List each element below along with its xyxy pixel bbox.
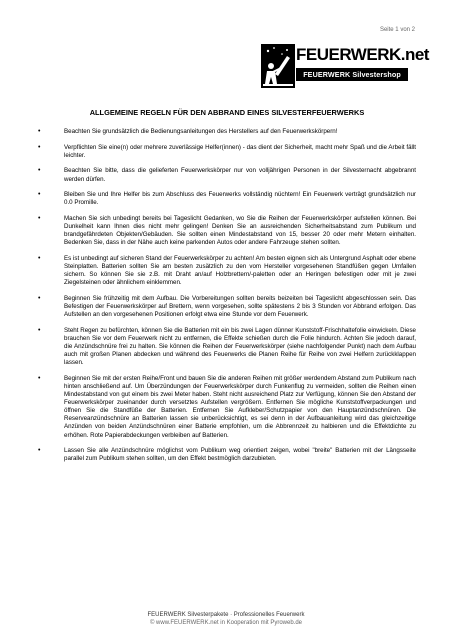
list-item (38, 144, 416, 160)
page-number: Seite 1 von 2 (379, 27, 415, 33)
rule-text: Beachten Sie grundsätzlich die Bedienungsanleitungen des Herstellers auf den Feuerwerkskörpern! (64, 128, 338, 135)
bullet-icon: • (38, 326, 41, 334)
brand-tagline: FEUERWERK Silvestershop (296, 68, 408, 81)
list-item (38, 447, 416, 463)
rule-text: Beachten Sie bitte, dass die gelieferten Feuerwerkskörper nur von volljährigen Personen in der Silvesternacht abgebrannt werden dürfen. (64, 167, 416, 183)
bullet-icon: • (38, 255, 41, 262)
brand-logo (261, 44, 429, 89)
rule-text: Beginnen Sie frühzeitig mit dem Aufbau. Die Vorbereitungen sollten bereits beizeiten bei Tageslicht abgeschlossen sein. Das Befestigen der Feuerwerkskörper auf Brettern, wenn vorgesehen, sollte spätestens 2 bis 3 Stunden vor Abbrand erfolgen. Das Aufstellen an den vorgesehenen Positionen erfolgt etwa eine Stunde vor dem Feuerwerk. (64, 294, 416, 319)
bullet-icon: • (38, 128, 41, 135)
rule-text: Steht Regen zu befürchten, können Sie die Batterien mit ein bis zwei Lagen dünner Kunststoff-Frischhaltefolie einwickeln. Diese brauchen Sie vor dem Feuerwerk nicht zu entfernen, die Effekte schießen durch die Folie hindurch. Achten Sie jedoch darauf, die Anzündschnüre frei zu halten. Sie können die Reihen der Feuerwerkskörper (siehe nachfolgender Punkt) nach dem Aufbau auch mit großen Planen abdecken und während des Feuerwerks die Planen Reihe für Reihe von zwei Helfern zurückklappen lassen. (64, 326, 416, 367)
footer-line: FEUERWERK Silvesterpakete · Professionelles Feuerwerk (147, 612, 305, 618)
rule-text: Machen Sie sich unbedingt bereits bei Tageslicht Gedanken, wo Sie die Reihen der Feuerwerkskörper aufstellen können. Bei Dunkelheit kann Ihnen dies nicht mehr gelingen! Denken Sie an ausreichenden Sicherheitsabstand zum Publikum und brandgefährdeten Objekten/Gebäuden. Sie sollten einen Mindestabstand von 15, besser 20 oder mehr Metern einhalten. Bedenken Sie, dass in der Nähe auch keine parkenden Autos oder andere Fahrzeuge stehen sollten. (64, 215, 416, 247)
rule-text: Verpflichten Sie eine(n) oder mehrere zuverlässige Helfer(innen) - das dient der Sicherheit, macht mehr Spaß und die Arbeit fällt leichter. (64, 143, 416, 159)
bullet-icon: • (38, 215, 41, 223)
bullet-icon: • (38, 374, 41, 382)
brand-name: FEUERWERK.net (296, 45, 429, 64)
document-title: ALLGEMEINE REGELN FÜR DEN ABBRAND EINES SILVESTERFEUERWERKS (89, 108, 365, 117)
footer-copyright: © www.FEUERWERK.net in Kooperation mit Pyroweb.de (149, 620, 303, 626)
list-item (38, 215, 416, 247)
rule-text: Es ist unbedingt auf sicheren Stand der Feuerwerkskörper zu achten! Am besten eignen sich als Untergrund Asphalt oder ebene Steinplatten. Batterien sollten Sie am besten zusätzlich zu den vom Hersteller vorgesehenen Standfüßen gegen Umfallen sichern. So können Sie sie z.B. mit Draht an/auf Holzbrettern/-paletten oder an Heringen befestigen oder mit je zwei Ziegelsteinen oder ähnlichem einklemmen. (64, 255, 416, 287)
list-item (38, 167, 416, 183)
page-footer (0, 611, 452, 627)
rule-text: Lassen Sie alle Anzündschnüre möglichst vom Publikum weg orientiert zeigen, wobei "breite" Batterien mit der Längsseite parallel zum Publikum stehen sollten, um den Effekt bestmöglich darzubieten. (64, 447, 416, 463)
bullet-icon: • (38, 294, 41, 302)
list-item (38, 375, 416, 440)
list-item (38, 128, 416, 136)
rule-text: Beginnen Sie mit der ersten Reihe/Front und bauen Sie die anderen Reihen mit größer werdendem Abstand zum Publikum nach hinten anschließend auf. Um Überzündungen der Feuerwerkskörper durch Funkenflug zu vermeiden, sollten die Reihen einen Mindestabstand von gut einem bis zwei Meter haben. Steht nicht ausreichend Platz zur Verfügung, können Sie den Abstand der Feuerwerkskörper zueinander durch versetztes Aufstellen vergrößern. Entfernen Sie mögliche Kunststoffverpackungen und öffnen Sie die Standfüße der Batterien. Entfernen Sie Aufkleber/Schutzpapier von den Hauptanzündschnüren. Die Reserveanzündschnüre an Batterien lassen sie unberücksichtigt, es sei denn in der Aufbauanleitung wird das gleichzeitige Anzünden von beiden Anzündschnüren einer Batterie empfohlen, um die Abbrennzeit zu halbieren und die Effektdichte zu erhöhen. Rote Papierabdeckungen verbleiben auf Batterien. (64, 374, 416, 439)
bullet-icon: • (38, 167, 41, 175)
list-item (38, 191, 416, 207)
bullet-icon: • (38, 447, 41, 455)
rules-list (38, 128, 416, 471)
list-item (38, 255, 416, 287)
bullet-icon: • (38, 143, 41, 151)
list-item (38, 295, 416, 319)
list-item (38, 327, 416, 367)
bullet-icon: • (38, 191, 41, 199)
rule-text: Bleiben Sie und Ihre Helfer bis zum Abschluss des Feuerwerks vollständig nüchtern! Ein Feuerwerk verträgt grundsätzlich nur 0.0 Promille. (64, 191, 416, 207)
rocket-launcher-icon (261, 44, 295, 88)
